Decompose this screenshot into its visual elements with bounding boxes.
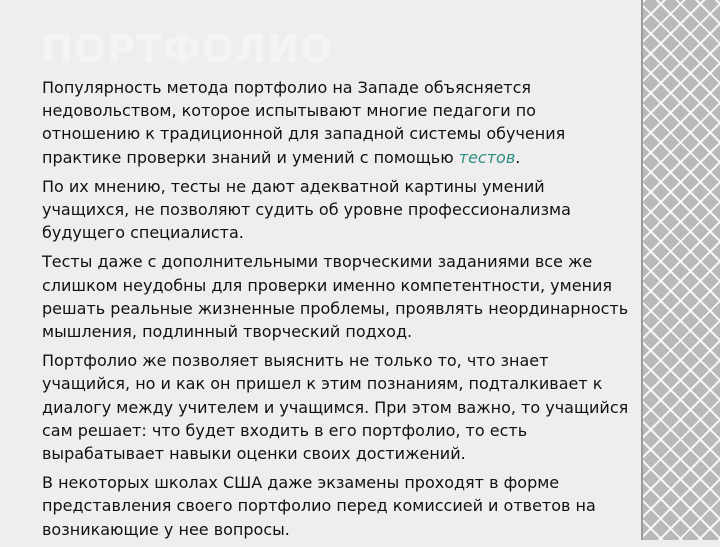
paragraph-1	[42, 76, 632, 169]
decorative-pattern-strip	[641, 0, 720, 540]
tests-link[interactable]: тестов	[458, 147, 516, 167]
slide-title: ПОРТФОЛИО	[41, 27, 334, 71]
paragraph-4: Портфолио же позволяет выяснить не только то, что знает учащийся, но и как он пришел к этим познаниям, подталкивает к диалогу между учителем и учащимся. При этом важно, то учащийся сам решает: что будет входить в его портфолио, то есть вырабатывает навыки оценки своих достижений.	[42, 351, 629, 464]
paragraph-1-text: Популярность метода портфолио на Западе объясняется недовольством, которое испытывают многие педагоги по отношению к традиционной для западной системы обучения практике проверки знаний и умений с помощью	[42, 78, 566, 167]
paragraph-2: По их мнению, тесты не дают адекватной картины умений учащихся, не позволяют судить об уровне профессионализма будущего специалиста.	[42, 176, 571, 243]
paragraph-3: Тесты даже с дополнительными творческими заданиями все же слишком неудобны для проверки именно компетентности, умения решать реальные жизненные проблемы, проявлять неординарность мышления, подлинный творческий подход.	[42, 252, 629, 342]
slide-body	[42, 76, 632, 547]
paragraph-1-end: .	[515, 147, 521, 167]
paragraph-5: В некоторых школах США даже экзамены проходят в форме представления своего портфолио перед комиссией и ответов на возникающие у нее вопросы.	[42, 473, 596, 539]
